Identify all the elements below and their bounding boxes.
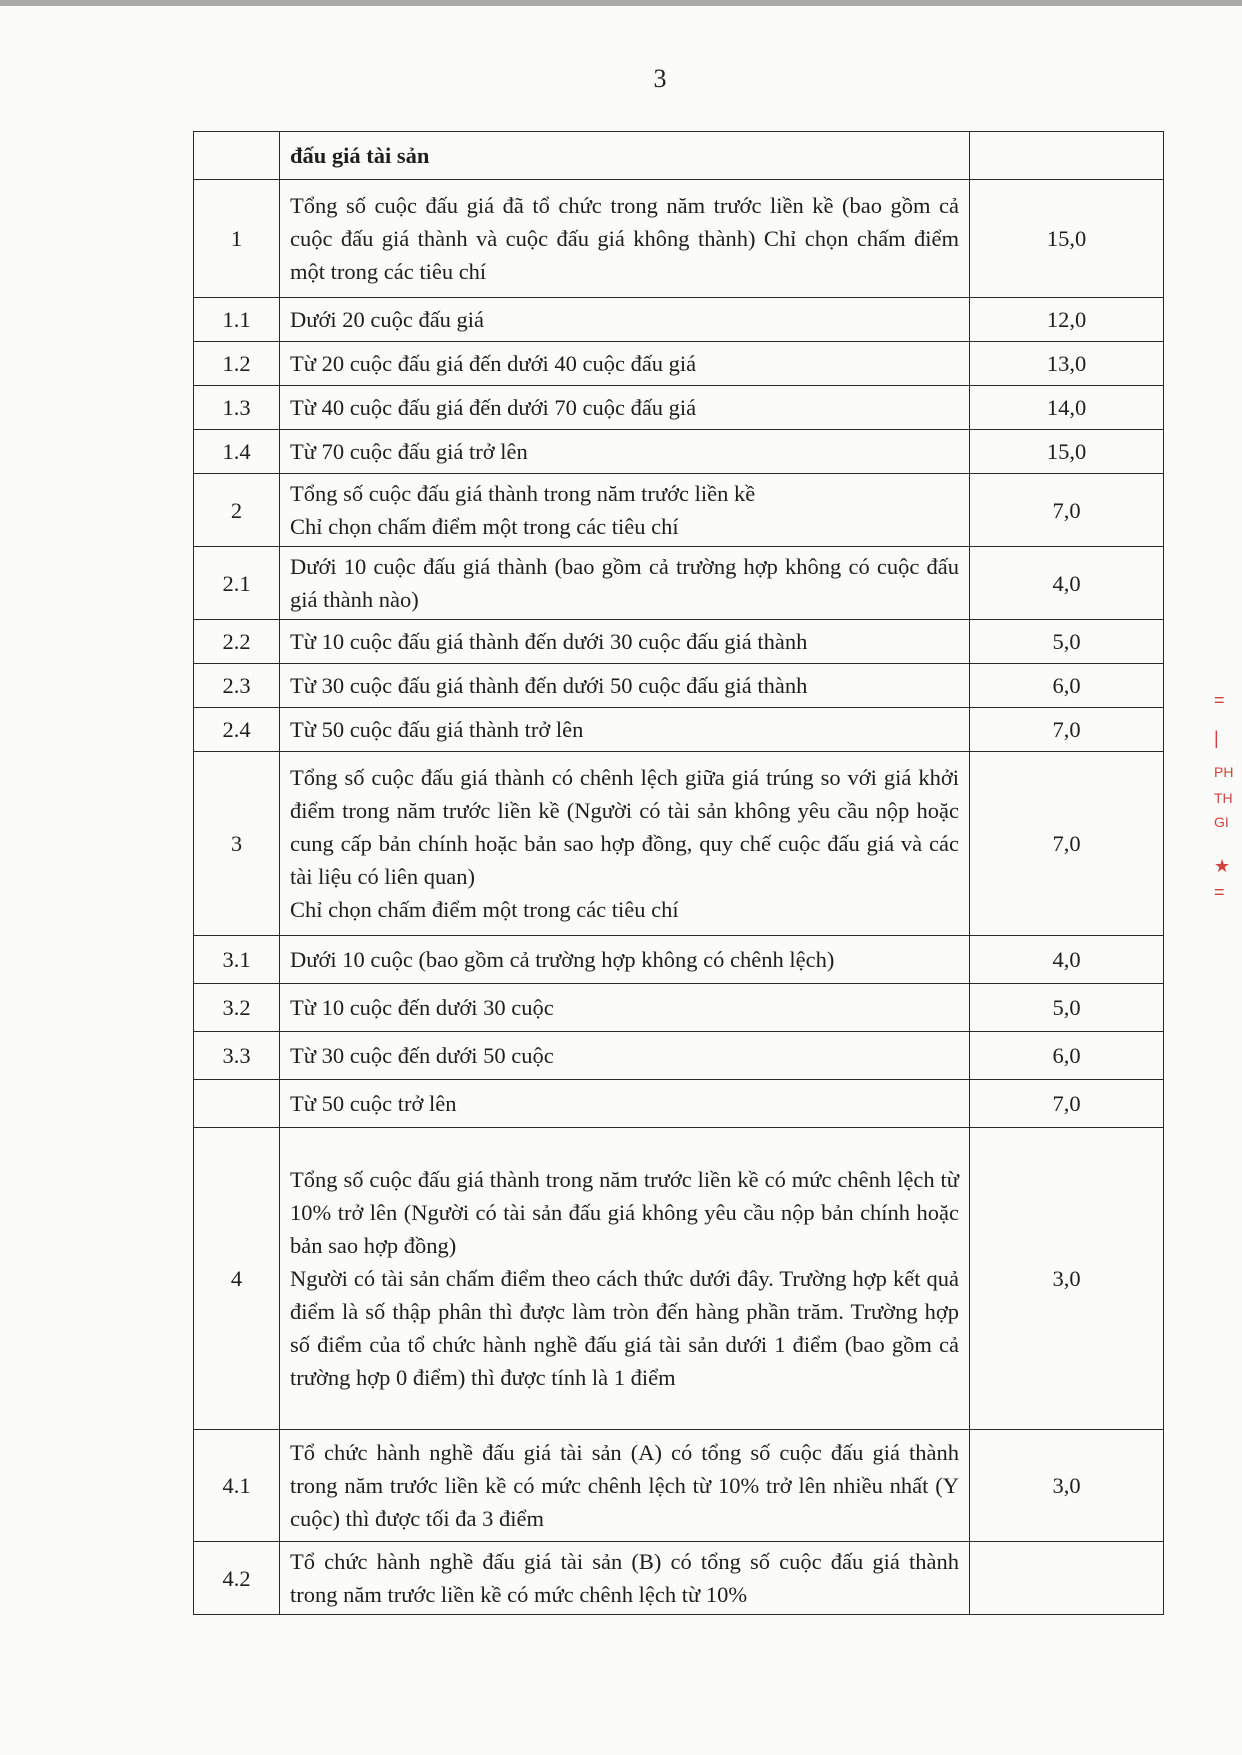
criterion-description [280, 180, 970, 298]
criterion-description [280, 664, 970, 708]
table-row [194, 547, 1164, 620]
criterion-score: 3,0 [970, 1430, 1164, 1542]
criterion-text: Tổ chức hành nghề đấu giá tài sản (A) có tổng số cuộc đấu giá thành trong năm trước liền kề có mức chênh lệch từ 10% trở lên nhiều nhất (Y cuộc) thì được tối đa 3 điểm [290, 1440, 959, 1531]
criterion-description [280, 1542, 970, 1615]
criterion-description [280, 132, 970, 180]
criterion-number: 4.2 [194, 1542, 280, 1615]
table-row [194, 180, 1164, 298]
table-row [194, 708, 1164, 752]
table-row [194, 1542, 1164, 1615]
criterion-text: Dưới 20 cuộc đấu giá [290, 307, 485, 332]
criterion-text: Tổng số cuộc đấu giá thành có chênh lệch giữa giá trúng so với giá khởi điểm trong năm trước liền kề (Người có tài sản không yêu cầu nộp hoặc cung cấp bản chính hoặc bản sao hợp đồng, quy chế cuộc đấu giá và các tài liệu có liên quan) [290, 765, 959, 889]
criterion-number: 1 [194, 180, 280, 298]
criterion-text: Chỉ chọn chấm điểm một trong các tiêu chí [290, 514, 679, 539]
table-row [194, 298, 1164, 342]
table-row [194, 752, 1164, 936]
criterion-text: Dưới 10 cuộc đấu giá thành (bao gồm cả trường hợp không có cuộc đấu giá thành nào) [290, 554, 959, 612]
table-row [194, 1032, 1164, 1080]
table-row [194, 342, 1164, 386]
criterion-text: đấu giá tài sản [290, 143, 430, 168]
table-row [194, 1080, 1164, 1128]
criterion-text: Từ 50 cuộc đấu giá thành trở lên [290, 717, 584, 742]
criterion-number: 2 [194, 474, 280, 547]
criterion-text: Từ 10 cuộc đến dưới 30 cuộc [290, 995, 554, 1020]
criterion-text: Người có tài sản chấm điểm theo cách thức dưới đây. Trường hợp kết quả điểm là số thập phân thì được làm tròn đến hàng phần trăm. Trường hợp số điểm của tổ chức hành nghề đấu giá tài sản dưới 1 điểm (bao gồm cả trường hợp 0 điểm) thì được tính là 1 điểm [290, 1266, 959, 1390]
criterion-score [970, 1542, 1164, 1615]
red-seal-fragment: = | PH TH GI ★ = [1214, 690, 1234, 902]
criterion-description [280, 936, 970, 984]
criterion-description [280, 1430, 970, 1542]
table-row [194, 386, 1164, 430]
criterion-text: Từ 40 cuộc đấu giá đến dưới 70 cuộc đấu giá [290, 395, 697, 420]
criterion-score: 13,0 [970, 342, 1164, 386]
criterion-score: 6,0 [970, 664, 1164, 708]
criterion-description [280, 752, 970, 936]
criterion-number: 1.3 [194, 386, 280, 430]
criterion-score [970, 132, 1164, 180]
criterion-description [280, 342, 970, 386]
table-row [194, 474, 1164, 547]
criterion-text: Tổ chức hành nghề đấu giá tài sản (B) có tổng số cuộc đấu giá thành trong năm trước liền kề có mức chênh lệch từ 10% [290, 1549, 959, 1607]
criterion-number: 3.1 [194, 936, 280, 984]
criterion-number: 4.1 [194, 1430, 280, 1542]
criterion-score: 5,0 [970, 620, 1164, 664]
criterion-description [280, 708, 970, 752]
criterion-score: 5,0 [970, 984, 1164, 1032]
page-number: 3 [653, 64, 667, 93]
table-row [194, 132, 1164, 180]
criterion-score: 7,0 [970, 474, 1164, 547]
criterion-score: 14,0 [970, 386, 1164, 430]
criterion-number [194, 132, 280, 180]
criterion-description [280, 474, 970, 547]
criterion-score: 7,0 [970, 1080, 1164, 1128]
criterion-number [194, 1080, 280, 1128]
criterion-description [280, 1128, 970, 1430]
criterion-number: 2.1 [194, 547, 280, 620]
criterion-text: Từ 10 cuộc đấu giá thành đến dưới 30 cuộc đấu giá thành [290, 629, 808, 654]
criterion-number: 1.1 [194, 298, 280, 342]
criterion-number: 2.3 [194, 664, 280, 708]
criterion-description [280, 547, 970, 620]
criterion-text: Dưới 10 cuộc (bao gồm cả trường hợp không có chênh lệch) [290, 947, 835, 972]
table-row [194, 620, 1164, 664]
criterion-score: 7,0 [970, 708, 1164, 752]
table-row [194, 664, 1164, 708]
criterion-number: 3.3 [194, 1032, 280, 1080]
table-row [194, 936, 1164, 984]
criterion-description [280, 620, 970, 664]
table-row [194, 1128, 1164, 1430]
criterion-description [280, 386, 970, 430]
criterion-number: 1.2 [194, 342, 280, 386]
table-row [194, 984, 1164, 1032]
criterion-text: Tổng số cuộc đấu giá thành trong năm trước liền kề [290, 481, 756, 506]
criterion-number: 2.4 [194, 708, 280, 752]
criterion-score: 15,0 [970, 430, 1164, 474]
table-row [194, 1430, 1164, 1542]
criterion-number: 1.4 [194, 430, 280, 474]
criterion-score: 7,0 [970, 752, 1164, 936]
criterion-score: 4,0 [970, 547, 1164, 620]
criterion-score: 4,0 [970, 936, 1164, 984]
criterion-text: Từ 20 cuộc đấu giá đến dưới 40 cuộc đấu giá [290, 351, 697, 376]
criteria-table [193, 131, 1164, 1615]
criterion-description [280, 298, 970, 342]
criterion-text: Tổng số cuộc đấu giá đã tổ chức trong năm trước liền kề (bao gồm cả cuộc đấu giá thành và cuộc đấu giá không thành) Chỉ chọn chấm điểm một trong các tiêu chí [290, 193, 959, 284]
criterion-description [280, 430, 970, 474]
criterion-number: 4 [194, 1128, 280, 1430]
criterion-score: 12,0 [970, 298, 1164, 342]
criterion-text: Từ 50 cuộc trở lên [290, 1091, 457, 1116]
criterion-score: 6,0 [970, 1032, 1164, 1080]
criterion-number: 2.2 [194, 620, 280, 664]
criterion-text: Chỉ chọn chấm điểm một trong các tiêu chí [290, 897, 679, 922]
criterion-text: Từ 30 cuộc đấu giá thành đến dưới 50 cuộc đấu giá thành [290, 673, 808, 698]
criterion-description [280, 984, 970, 1032]
criterion-text: Tổng số cuộc đấu giá thành trong năm trước liền kề có mức chênh lệch từ 10% trở lên (Người có tài sản đấu giá không yêu cầu nộp bản chính hoặc bản sao hợp đồng) [290, 1167, 959, 1258]
criterion-score: 15,0 [970, 180, 1164, 298]
criterion-number: 3.2 [194, 984, 280, 1032]
criterion-description [280, 1080, 970, 1128]
criterion-text: Từ 70 cuộc đấu giá trở lên [290, 439, 528, 464]
criterion-text: Từ 30 cuộc đến dưới 50 cuộc [290, 1043, 554, 1068]
criterion-number: 3 [194, 752, 280, 936]
criterion-score: 3,0 [970, 1128, 1164, 1430]
scan-top-edge [0, 0, 1242, 6]
criterion-description [280, 1032, 970, 1080]
table-row [194, 430, 1164, 474]
